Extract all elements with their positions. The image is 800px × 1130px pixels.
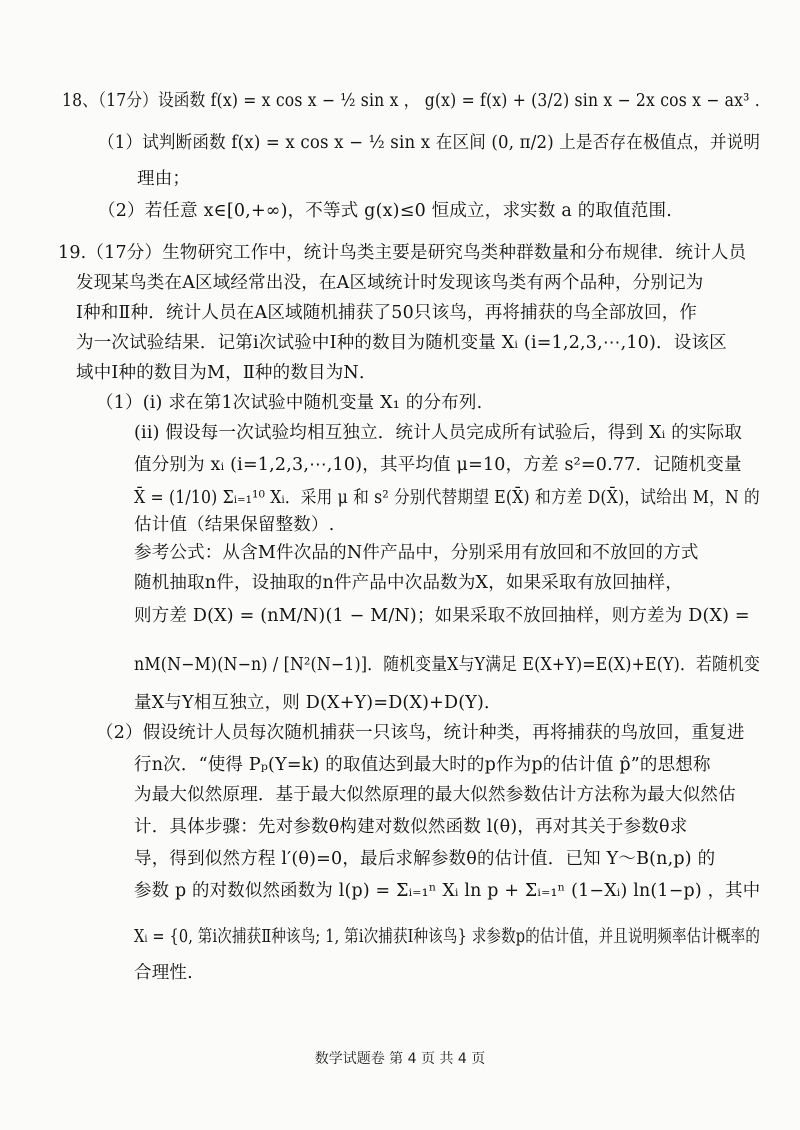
q19-line-23: 合理性. xyxy=(134,963,193,983)
q19-line-13: 则方差 D(X) = (nM/N)(1 − M/N)；如果采取不放回抽样，则方差为 D(X) = xyxy=(134,606,750,626)
page-footer: 数学试题卷 第 4 页 共 4 页 xyxy=(314,1051,486,1067)
q19-line-3: Ⅰ种和Ⅱ种．统计人员在A区域随机捕获了50只该鸟，再将捕获的鸟全部放回，作 xyxy=(76,303,698,323)
q19-line-15: 量X与Y相互独立，则 D(X+Y)=D(X)+D(Y)． xyxy=(134,693,502,713)
q19-line-20: 导，得到似然方程 l′(θ)=0，最后求解参数θ的估计值．已知 Y～B(n,p) 的 xyxy=(134,849,716,869)
q19-line-1: 19.（17分）生物研究工作中，统计鸟类主要是研究鸟类种群数量和分布规律．统计人员 xyxy=(58,243,747,263)
q18-line-1: 18、（17分）设函数 f(x) = x cos x − ½ sin x ， g(x) = f(x) + (3/2) sin x − 2x cos x − ax³ . xyxy=(62,91,760,111)
q19-line-8: 值分别为 xᵢ (i=1,2,3,⋯,10)，其平均值 μ=10，方差 s²=0.77．记随机变量 xyxy=(134,455,742,475)
q19-line-22: Xᵢ = {0, 第i次捕获Ⅱ种该鸟; 1, 第i次捕获Ⅰ种该鸟} 求参数p的估计值，并且说明频率估计概率的 xyxy=(134,927,761,947)
q18-line-3: 理由； xyxy=(137,169,191,189)
q18-line-4: （2）若任意 x∈[0,+∞)，不等式 g(x)≤0 恒成立，求实数 a 的取值范围. xyxy=(98,201,672,221)
q19-line-2: 发现某鸟类在A区域经常出没，在A区域统计时发现该鸟类有两个品种，分别记为 xyxy=(76,273,704,293)
q19-line-4: 为一次试验结果．记第i次试验中Ⅰ种的数目为随机变量 Xᵢ (i=1,2,3,⋯,10)．设该区 xyxy=(76,333,727,353)
q19-line-7: (ii) 假设每一次试验均相互独立．统计人员完成所有试验后，得到 Xᵢ 的实际取 xyxy=(134,423,743,443)
q19-line-6: （1）(i) 求在第1次试验中随机变量 X₁ 的分布列. xyxy=(96,393,483,413)
q19-line-19: 计．具体步骤：先对参数θ构建对数似然函数 l(θ)，再对其关于参数θ求 xyxy=(134,817,688,837)
q19-line-17: 行n次．“使得 Pₚ(Y=k) 的取值达到最大时的p作为p的估计值 p̂”的思想称 xyxy=(134,755,711,775)
q19-line-16: （2）假设统计人员每次随机捕获一只该鸟，统计种类，再将捕获的鸟放回，重复进 xyxy=(96,723,745,743)
q19-line-12: 随机抽取n件，设抽取的n件产品中次品数为X，如果采取有放回抽样， xyxy=(134,573,683,593)
q19-line-5: 域中Ⅰ种的数目为M，Ⅱ种的数目为N． xyxy=(76,363,377,383)
q19-line-11: 参考公式：从含M件次品的N件产品中，分别采用有放回和不放回的方式 xyxy=(134,543,699,563)
q19-line-21: 参数 p 的对数似然函数为 l(p) = Σᵢ₌₁ⁿ Xᵢ ln p + Σᵢ₌₁ⁿ (1−Xᵢ) ln(1−p) ，其中 xyxy=(134,881,761,901)
q18-line-2: （1）试判断函数 f(x) = x cos x − ½ sin x 在区间 (0, π/2) 上是否存在极值点，并说明 xyxy=(98,133,761,153)
q19-line-9: X̄ = (1/10) Σᵢ₌₁¹⁰ Xᵢ．采用 μ 和 s² 分别代替期望 E(X̄) 和方差 D(X̄)，试给出 M，N 的 xyxy=(134,488,760,508)
q19-line-10: 估计值（结果保留整数）. xyxy=(134,515,335,535)
q19-line-18: 为最大似然原理．基于最大似然原理的最大似然参数估计方法称为最大似然估 xyxy=(134,785,736,805)
q19-line-14: nM(N−M)(N−n) / [N²(N−1)]．随机变量X与Y满足 E(X+Y)=E(X)+E(Y)．若随机变 xyxy=(134,655,760,675)
